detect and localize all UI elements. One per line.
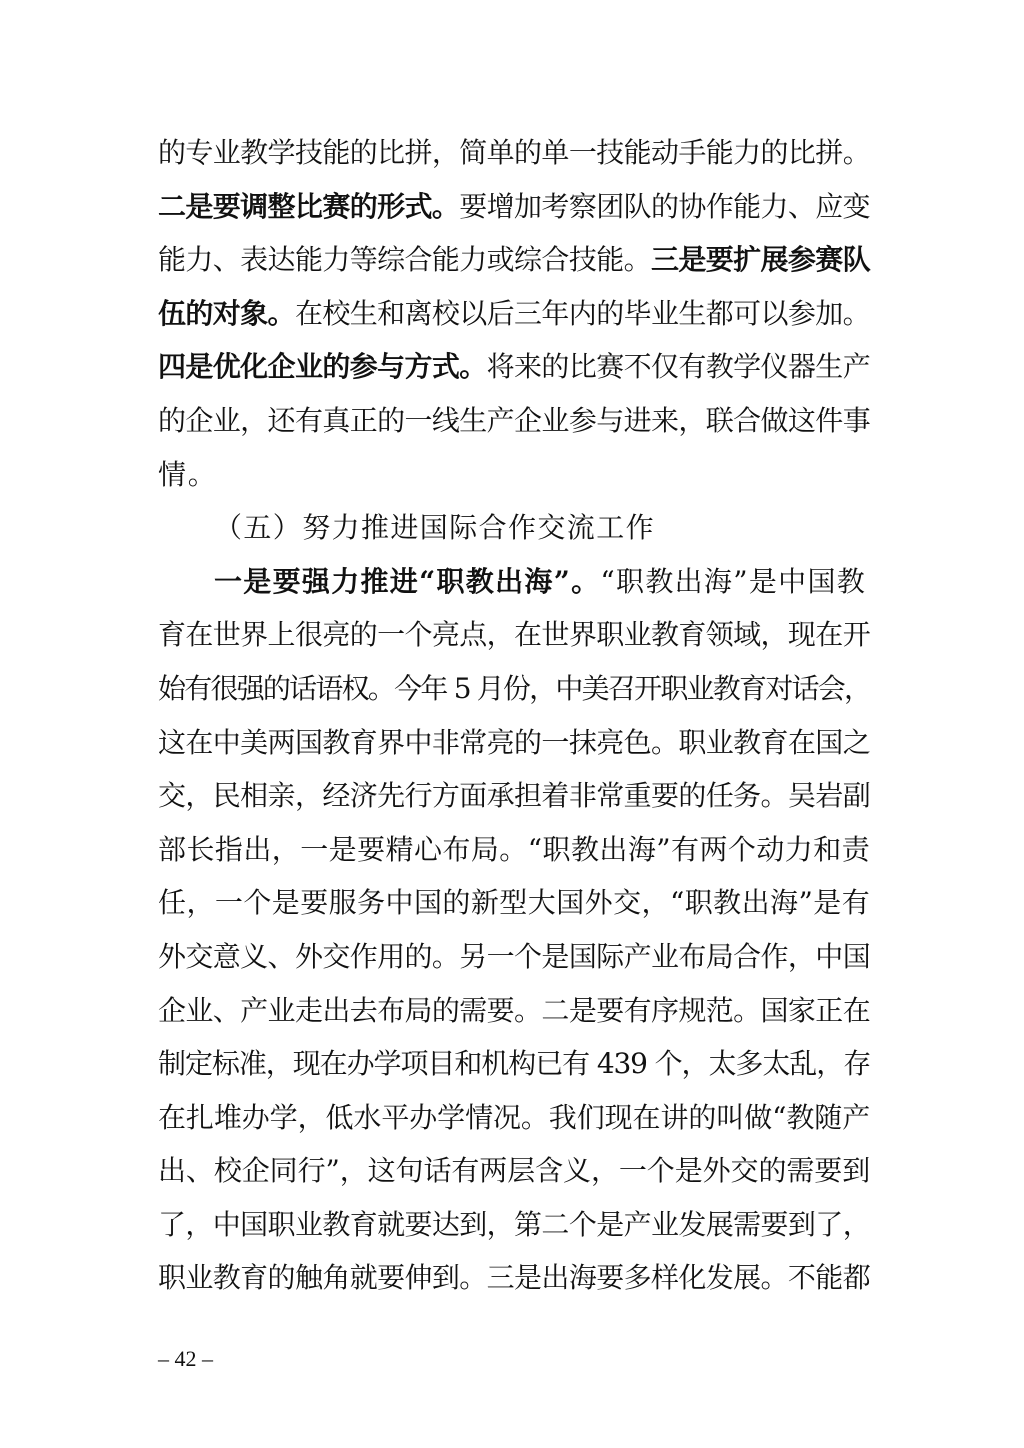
text-line [158,180,870,234]
section-heading [158,501,870,555]
text-line [158,287,870,341]
text-line [158,340,870,394]
heading-text: （五）努力推进国际合作交流工作 [214,511,656,545]
text-line [158,1037,870,1091]
text-line [158,394,870,448]
page-number: – 42 – [158,1346,213,1371]
text-run: 了，中国职业教育就要达到，第二个是产业发展需要到了， [158,1207,870,1241]
text-run: 任，一个是要服务中国的新型大国外交，“职教出海”是有 [158,886,870,920]
text-run: 将来的比赛不仅有教学仪器生产 [486,350,870,384]
text-line [158,769,870,823]
text-line [158,876,870,930]
text-line [158,448,870,502]
text-line [158,1091,870,1145]
text-run: 能力、表达能力等综合能力或综合技能。 [158,243,651,277]
text-run: 这在中美两国教育界中非常亮的一抹亮色。职业教育在国之 [158,725,870,759]
text-line [158,126,870,180]
text-line [158,608,870,662]
text-line [158,984,870,1038]
text-line [158,555,870,609]
text-line [158,662,870,716]
body-text [158,126,870,1305]
text-line [158,930,870,984]
text-line [158,1144,870,1198]
text-run: 情。 [158,457,218,491]
bold-text-run: 伍的对象。 [158,296,295,330]
text-run: 在校生和离校以后三年内的毕业生都可以参加。 [294,296,870,330]
text-run: 的专业教学技能的比拼，简单的单一技能动手能力的比拼。 [158,136,870,169]
bold-text-run: 一是要强力推进“职教出海”。 [214,564,601,598]
text-run: 始有很强的话语权。今年 5 月份，中美召开职业教育对话会， [158,671,870,705]
text-run: 在扎堆办学，低水平办学情况。我们现在讲的叫做“教随产 [158,1100,870,1134]
text-run: 育在世界上很亮的一个亮点，在世界职业教育领域，现在开 [158,618,870,652]
text-run: 职业教育的触角就要伸到。三是出海要多样化发展。不能都 [158,1261,870,1295]
bold-text-run: 四是优化企业的参与方式。 [158,350,487,384]
bold-text-run: 三是要扩展参赛队 [650,243,870,277]
text-run: 部长指出，一是要精心布局。“职教出海”有两个动力和责 [158,832,870,866]
text-line [158,1198,870,1252]
text-line [158,716,870,770]
text-run: 制定标准，现在办学项目和机构已有 439 个，太多太乱，存 [158,1047,870,1081]
bold-text-run: 二是要调整比赛的形式。 [158,189,460,223]
text-line [158,233,870,287]
text-line [158,1251,870,1305]
text-run: 外交意义、外交作用的。另一个是国际产业布局合作，中国 [158,939,870,973]
text-run: “职教出海”是中国教 [600,564,867,598]
text-run: 企业、产业走出去布局的需要。二是要有序规范。国家正在 [158,993,870,1027]
text-line [158,823,870,877]
text-run: 出、校企同行”，这句话有两层含义，一个是外交的需要到 [158,1154,870,1188]
text-run: 的企业，还有真正的一线生产企业参与进来，联合做这件事 [158,403,870,437]
text-run: 交，民相亲，经济先行方面承担着非常重要的任务。吴岩副 [158,779,870,813]
text-run: 要增加考察团队的协作能力、应变 [459,189,870,223]
